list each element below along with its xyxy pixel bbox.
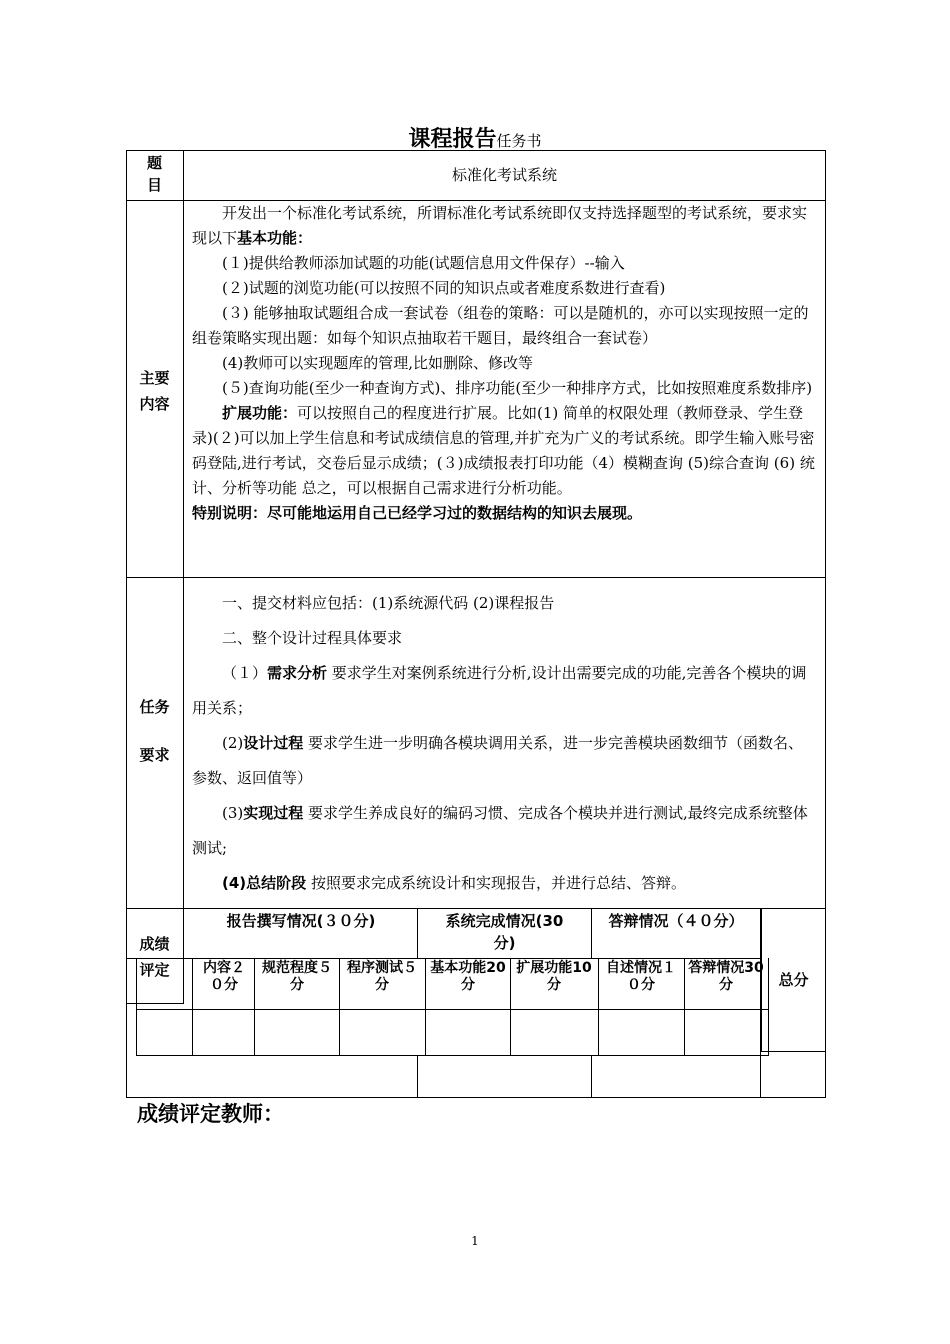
task-step: （１）需求分析 要求学生对案例系统进行分析,设计出需要完成的功能,完善各个模块的调用关系； [192,664,807,717]
content-item: (２)试题的浏览功能(可以按照不同的知识点或者难度系数进行查看) [222,279,666,297]
task-body [192,586,818,901]
content-special-note: 特别说明：尽可能地运用自己已经学习过的数据结构的知识去展现。 [192,504,643,522]
content-label: 主要 内容 [139,369,170,413]
grading-col: 答辩情况30分 [688,960,764,993]
grading-label: 成绩 评定 [139,935,170,979]
task-step: (4)总结阶段 按照要求完成系统设计和实现报告，并进行总结、答辩。 [222,874,686,892]
content-body [192,201,818,526]
grading-total: 总分 [778,971,809,989]
topic-value: 标准化考试系统 [451,166,557,184]
content-item: (4)教师可以实现题库的管理,比如删除、修改等 [222,354,534,372]
teacher-label: 成绩评定教师： [137,1102,284,1126]
grading-col: 程序测试５分 [347,960,417,993]
task-line: 一、提交材料应包括：(1)系统源代码 (2)课程报告 [222,594,555,612]
grading-col: 基本功能20分 [430,960,506,993]
group-defense: 答辩情况（４０分） [608,912,744,930]
grading-col: 自述情况１０分 [606,960,676,993]
group-report: 报告撰写情况(３０分) [226,912,376,930]
grading-col: 规范程度５分 [262,960,332,993]
task-step: (3)实现过程 要求学生养成良好的编码习惯、完成各个模块并进行测试,最终完成系统整体测试; [192,804,808,857]
grading-col: 扩展功能10分 [516,960,592,993]
document-title [0,122,950,153]
task-step: (2)设计过程 要求学生进一步明确各模块调用关系，进一步完善模块函数细节（函数名、参数、返回值等） [192,734,804,787]
task-line: 二、整个设计过程具体要求 [222,629,403,647]
topic-label: 题 目 [146,154,162,194]
content-item: (１)提供给教师添加试题的功能(试题信息用文件保存）--输入 [222,254,625,272]
group-system: 系统完成情况(30分) [445,912,564,952]
title-main: 课程报告 [408,127,497,152]
content-extension: 扩展功能：可以按照自己的程度进行扩展。比如(1) 简单的权限处理（教师登录、学生登录)(２)可以加上学生信息和考试成绩信息的管理,并扩充为广义的考试系统。即学生输入账号密码登陆,进行考试，交卷后显示成绩；(３)成绩报表打印功能（4）模糊查询 (5)综合查询 (6) 统计、分析等功能 总之，可以根据自己需求进行分析功能。 [192,404,815,497]
page-number: 1 [471,1234,479,1248]
title-sub: 任务书 [496,132,542,150]
content-item: (３) 能够抽取试题组合成一套试卷（组卷的策略：可以是随机的，亦可以实现按照一定的组卷策略实现出题：如每个知识点抽取若干题目，最终组合一套试卷） [192,304,809,347]
task-label: 任务 要求 [139,698,170,764]
grading-col: 内容２０分 [203,960,245,993]
content-intro: 开发出一个标准化考试系统，所谓标准化考试系统即仅支持选择题型的考试系统，要求实现以下基本功能： [192,204,808,247]
content-item: (５)查询功能(至少一种查询方式)、排序功能(至少一种排序方式，比如按照难度系数排序) [222,379,813,397]
